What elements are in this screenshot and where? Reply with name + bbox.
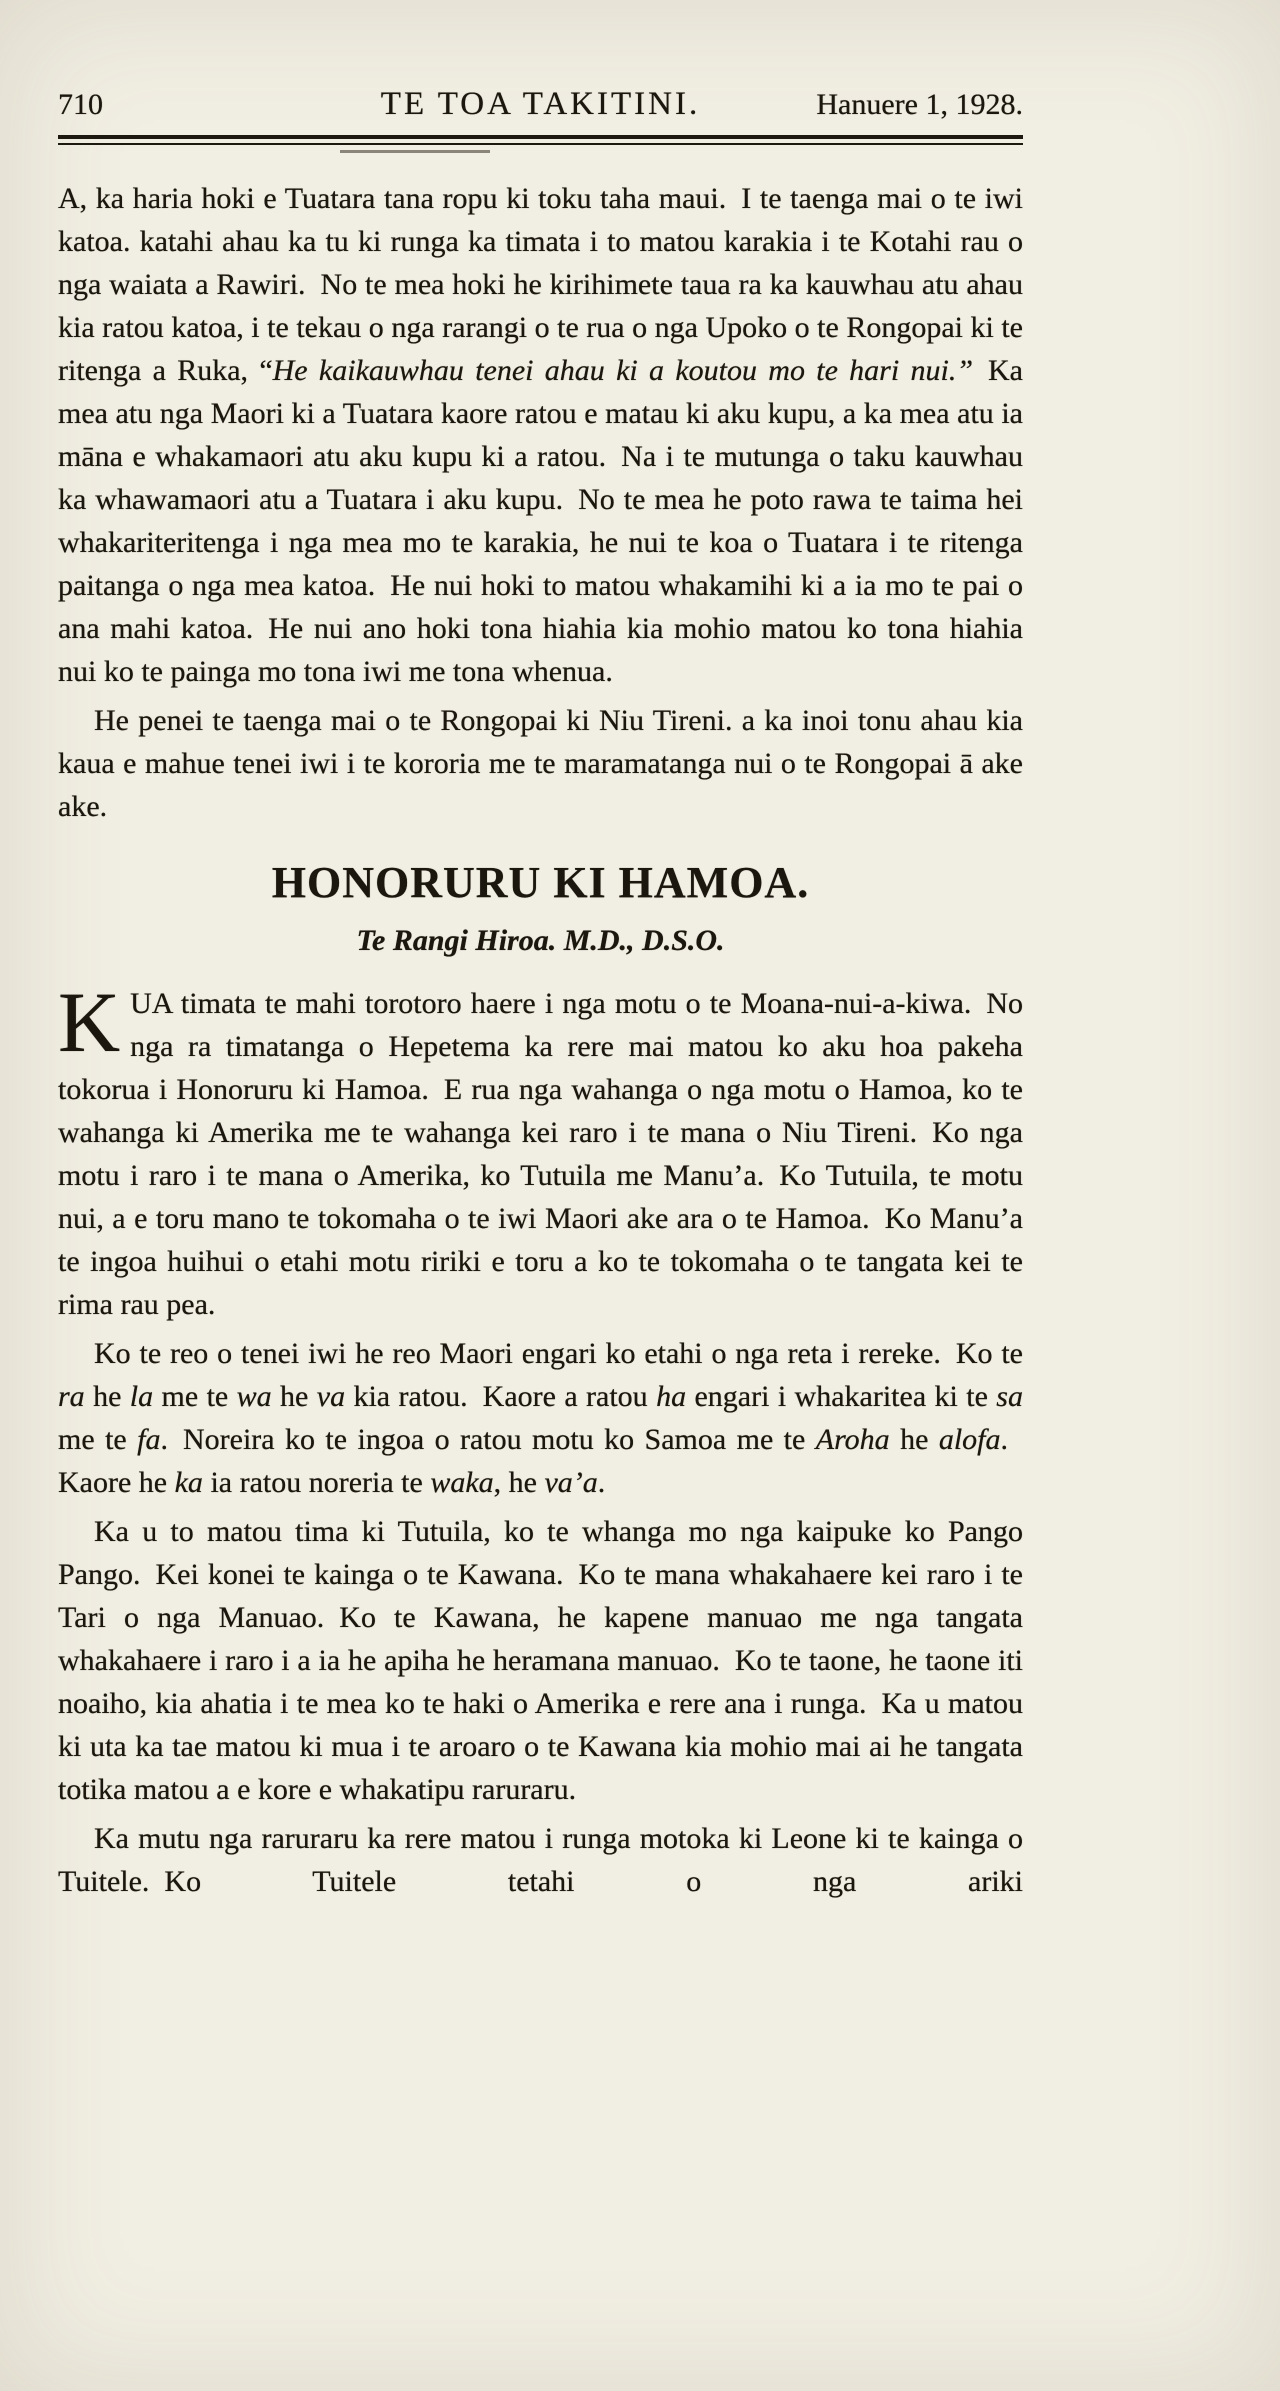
issue-date: Hanuere 1, 1928. (816, 88, 1023, 121)
header-rule (58, 135, 1023, 145)
page-number: 710 (58, 88, 103, 121)
paragraph-text: UA timata te mahi torotoro haere i nga motu o te Moana-nui-a-kiwa. No nga ra timatanga o Hepetema ka rere mai matou ko aku hoa pakeha tokorua i Honoruru ki Hamoa. E rua nga wahanga o nga motu o Hamoa, ko te wahanga ki Amerika me te wahanga kei raro i te mana o Niu Tireni. Ko nga motu i raro i te mana o Amerika, ko Tutuila me Manu’a. Ko Tutuila, te motu nui, a e toru mano te tokomaha o te iwi Maori ake ara o te Hamoa. Ko Manu’a te ingoa huihui o etahi motu ririki e toru a ko te tokomaha o te tangata kei te rima rau pea. (58, 986, 1023, 1321)
article-byline: Te Rangi Hiroa. M.D., D.S.O. (356, 923, 725, 957)
journal-title: TE TOA TAKITINI. (380, 86, 701, 122)
paragraph (58, 973, 1023, 1326)
paragraph: A, ka haria hoki e Tuatara tana ropu ki toku taha maui. I te taenga mai o te iwi katoa. katahi ahau ka tu ki runga ka timata i to matou karakia i te Kotahi rau o nga waiata a Rawiri. No te mea hoki he kirihimete taua ra ka kauwhau atu ahau kia ratou katoa, i te tekau o nga rarangi o te rua o nga Upoko o te Rongopai ki te ritenga a Ruka, “He kaikauwhau tenei ahau ki a koutou mo te hari nui.” Ka mea atu nga Maori ki a Tuatara kaore ratou e matau ki aku kupu, a ka mea atu ia māna e whakamaori atu aku kupu ki a ratou. Na i te mutunga o taku kauwhau ka whawamaori atu a Tuatara i aku kupu. No te mea he poto rawa te taima hei whakariteritenga i nga mea mo te karakia, he nui te koa o Tuatara i te ritenga paitanga o nga mea katoa. He nui hoki to matou whakamihi ki a ia mo te pai o ana mahi katoa. He nui ano hoki tona hiahia kia mohio matou ko tona hiahia nui ko te painga mo tona iwi me tona whenua. (58, 182, 1023, 688)
paragraph: Ka u to matou tima ki Tutuila, ko te whanga mo nga kaipuke ko Pango Pango. Kei konei te kainga o te Kawana. Ko te mana whakahaere kei raro i te Tari o nga Manuao. Ko te Kawana, he kapene manuao me nga tangata whakahaere i raro i a ia he apiha he heramana manuao. Ko te taone, he taone iti noaiho, kia ahatia i te mea ko te haki o Amerika e rere ana i runga. Ka u matou ki uta ka tae matou ki mua i te aroaro o te Kawana kia mohio mai ai he tangata totika matou a e kore e whakatipu raruraru. (58, 1514, 1023, 1806)
article-honoruru-ki-hamoa (58, 858, 1023, 1903)
header-rule-artifact (340, 150, 490, 153)
article-continuation (58, 177, 1023, 828)
drop-cap: K (58, 973, 121, 1070)
article-heading: HONORURU KI HAMOA. (271, 858, 810, 907)
paragraph: He penei te taenga mai o te Rongopai ki Niu Tireni. a ka inoi tonu ahau kia kaua e mahue tenei iwi i te kororia me te maramatanga nui o te Rongopai ā ake ake. (58, 704, 1023, 823)
page-header (58, 86, 1023, 123)
paragraph: Ka mutu nga raruraru ka rere matou i runga motoka ki Leone ki te kainga o Tuitele. Ko Tuitele tetahi o nga ariki (58, 1821, 1023, 1898)
paragraph: Ko te reo o tenei iwi he reo Maori engari ko etahi o nga reta i rereke. Ko te ra he la me te wa he va kia ratou. Kaore a ratou ha engari i whakaritea ki te sa me te fa. Noreira ko te ingoa o ratou motu ko Samoa me te Aroha he alofa. Kaore he ka ia ratou noreria te waka, he va’a. (58, 1336, 1023, 1499)
